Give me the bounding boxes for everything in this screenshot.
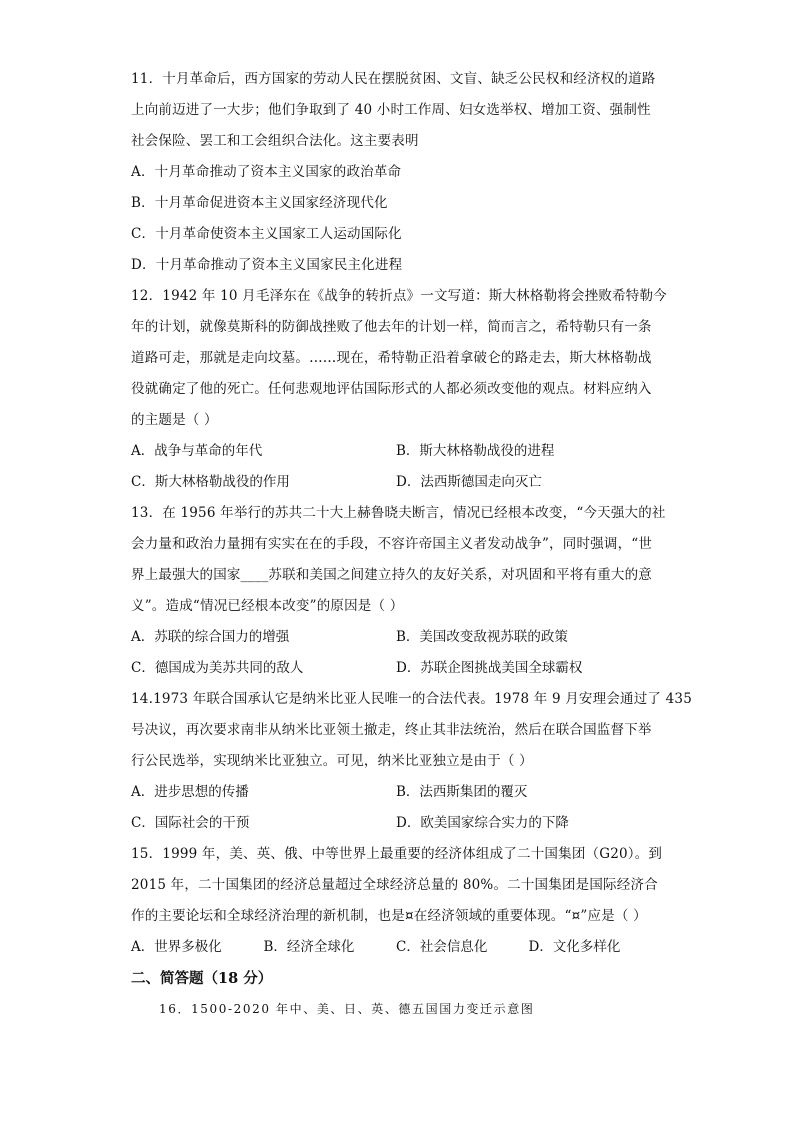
options-row xyxy=(131,622,661,653)
question-14 xyxy=(131,684,692,839)
question-stem-line: 会力量和政治力量拥有实实在在的手段，不容许帝国主义者发动战争”，同时强调，“世 xyxy=(131,536,653,552)
exam-content xyxy=(131,64,692,1025)
question-stem-line: 13．在 1956 年举行的苏共二十大上赫鲁晓夫断言，情况已经根本改变，“今天强大的社 xyxy=(131,505,666,521)
option-c: C．十月革命使资本主义国家工人运动国际化 xyxy=(131,226,402,242)
option-a: A．战争与革命的年代 xyxy=(131,443,263,459)
question-stem-line: 界上最强大的国家____苏联和美国之间建立持久的友好关系，对巩固和平将有重大的意 xyxy=(131,567,652,583)
option-b: B．美国改变敌视苏联的政策 xyxy=(396,629,568,645)
question-16-caption: 16．1500-2020 年中、美、日、英、德五国国力变迁示意图 xyxy=(159,1002,535,1016)
option-a: A．苏联的综合国力的增强 xyxy=(131,629,290,645)
option-d: D．法西斯德国走向灭亡 xyxy=(396,474,542,490)
question-stem-line: 作的主要论坛和全球经济治理的新机制，也是¤在经济领域的重要体现。“¤”应是（ ） xyxy=(131,908,647,924)
question-stem-line: 道路可走，那就是走向坟墓。……现在，希特勒正沿着拿破仑的路走去，斯大林格勒战 xyxy=(131,350,652,366)
option-c: C．社会信息化 xyxy=(396,939,488,955)
options-row xyxy=(131,777,661,808)
question-11 xyxy=(131,64,661,281)
question-stem-line: 15．1999 年，美、英、俄、中等世界上最重要的经济体组成了二十国集团（G20）。到 xyxy=(131,846,663,862)
option-b: B．经济全球化 xyxy=(263,939,355,955)
option-d: D．文化多样化 xyxy=(528,939,621,955)
question-stem-line: 12．1942 年 10 月毛泽东在《战争的转折点》一文写道：斯大林格勒将会挫败希特勒今 xyxy=(131,288,667,304)
option-a: A．十月革命推动了资本主义国家的政治革命 xyxy=(131,164,402,180)
option-a: A．世界多极化 xyxy=(131,939,222,955)
option-b: B．斯大林格勒战役的进程 xyxy=(396,443,555,459)
question-stem-line: 行公民选举，实现纳米比亚独立。可见，纳米比亚独立是由于（ ） xyxy=(131,753,533,769)
options-row xyxy=(131,653,661,684)
option-c: C．德国成为美苏共同的敌人 xyxy=(131,660,304,676)
question-stem-line: 社会保险、罢工和工会组织合法化。这主要表明 xyxy=(131,133,419,149)
options-row xyxy=(131,467,661,498)
option-d: D．欧美国家综合实力的下降 xyxy=(396,815,569,831)
option-b: B．法西斯集团的覆灭 xyxy=(396,784,528,800)
option-c: C．斯大林格勒战役的作用 xyxy=(131,474,290,490)
question-stem-line: 2015 年，二十国集团的经济总量超过全球经济总量的 80%。二十国集团是国际经济合 xyxy=(131,877,658,893)
question-12 xyxy=(131,281,667,498)
options-row xyxy=(131,808,661,839)
section-heading: 二、简答题（18 分） xyxy=(131,970,273,987)
question-stem-line: 11．十月革命后，西方国家的劳动人民在摆脱贫困、文盲、缺乏公民权和经济权的道路 xyxy=(131,71,656,87)
option-c: C．国际社会的干预 xyxy=(131,815,250,831)
question-13 xyxy=(131,498,666,684)
question-stem-line: 的主题是（ ） xyxy=(131,412,218,428)
option-b: B．十月革命促进资本主义国家经济现代化 xyxy=(131,195,388,211)
option-d: D．十月革命推动了资本主义国家民主化进程 xyxy=(131,257,403,273)
option-a: A．进步思想的传播 xyxy=(131,784,249,800)
options-row xyxy=(131,932,661,963)
question-stem-line: 役就确定了他的死亡。任何悲观地评估国际形式的人都必须改变他的观点。材料应纳入 xyxy=(131,381,652,397)
question-stem-line: 上向前迈进了一大步；他们争取到了 40 小时工作周、妇女选举权、增加工资、强制性 xyxy=(131,102,651,118)
question-stem-line: 义”。造成“情况已经根本改变”的原因是（ ） xyxy=(131,598,404,614)
question-15 xyxy=(131,839,661,963)
options-row xyxy=(131,436,661,467)
option-d: D．苏联企图挑战美国全球霸权 xyxy=(396,660,583,676)
question-stem-line: 14.1973 年联合国承认它是纳米比亚人民唯一的合法代表。1978 年 9 月安理会通过了 435 xyxy=(131,691,692,707)
question-stem-line: 年的计划，就像莫斯科的防御战挫败了他去年的计划一样，简而言之，希特勒只有一条 xyxy=(131,319,652,335)
question-stem-line: 号决议，再次要求南非从纳米比亚领土撤走，终止其非法统治，然后在联合国监督下举 xyxy=(131,722,652,738)
